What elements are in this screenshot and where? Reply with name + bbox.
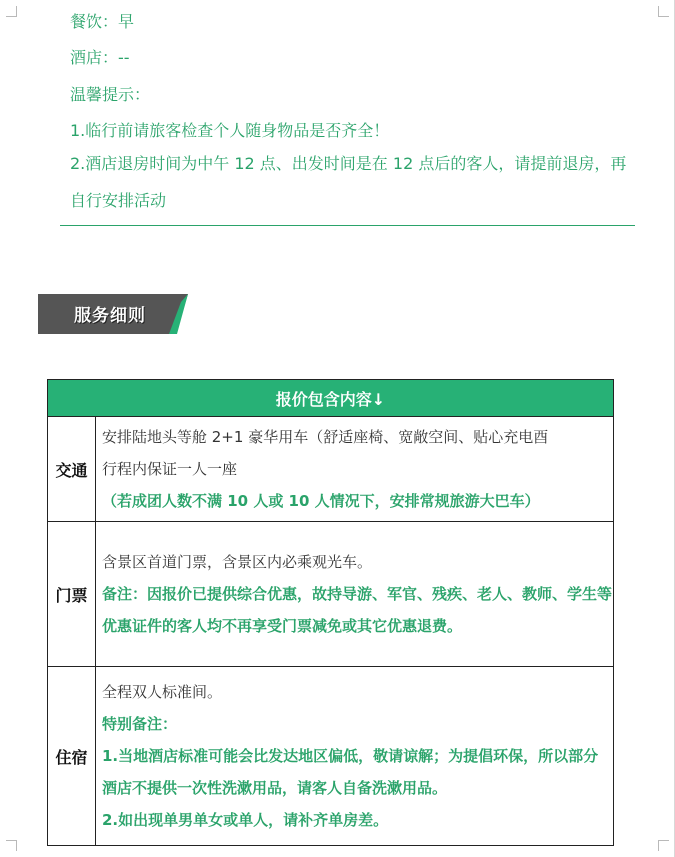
transport-note: （若成团人数不满 10 人或 10 人情况下，安排常规旅游大巴车） [102, 492, 540, 510]
section-banner [38, 294, 188, 334]
meal-line: 餐饮：早 [70, 12, 135, 31]
row-label-tickets: 门票 [48, 522, 96, 667]
page-corner-mark [658, 840, 669, 851]
row-label-lodging: 住宿 [48, 667, 96, 846]
lodging-note-1: 1.当地酒店标准可能会比发达地区偏低，敬请谅解；为提倡环保，所以部分酒店不提供一次性洗漱用品，请客人自备洗漱用品。 [102, 747, 599, 797]
tickets-line-1: 含景区首道门票，含景区内必乘观光车。 [102, 553, 373, 571]
table-row [48, 417, 614, 522]
table-row [48, 522, 614, 667]
row-label-transport: 交通 [48, 417, 96, 522]
transport-line-1: 安排陆地头等舱 2+1 豪华用车（舒适座椅、宽敞空间、贴心充电酉 [102, 428, 549, 446]
lodging-note-2: 2.如出现单男单女或单人，请补齐单房差。 [102, 811, 389, 829]
tips-title: 温馨提示： [70, 85, 151, 104]
tip-1: 1.临行前请旅客检查个人随身物品是否齐全！ [70, 121, 390, 140]
transport-line-2: 行程内保证一人一座 [102, 460, 238, 478]
page-corner-mark [6, 6, 17, 17]
page-corner-mark [6, 840, 17, 851]
page-corner-mark [658, 6, 669, 17]
divider-line [60, 225, 635, 226]
row-content-transport [96, 417, 614, 522]
tickets-note: 备注：因报价已提供综合优惠，故持导游、军官、残疾、老人、教师、学生等优惠证件的客人均不再享受门票减免或其它优惠退费。 [102, 585, 613, 635]
table-row [48, 667, 614, 846]
row-content-lodging [96, 667, 614, 846]
section-title: 服务细则 [74, 306, 146, 326]
row-content-tickets [96, 522, 614, 667]
table-header: 报价包含内容↓ [48, 380, 614, 417]
lodging-note-title: 特别备注： [102, 715, 178, 733]
tip-2: 2.酒店退房时间为中午 12 点、出发时间是在 12 点后的客人，请提前退房，再自行安排活动 [70, 154, 627, 210]
lodging-line-1: 全程双人标准间。 [102, 683, 223, 701]
quote-table [47, 379, 614, 846]
hotel-line: 酒店：-- [70, 48, 130, 67]
